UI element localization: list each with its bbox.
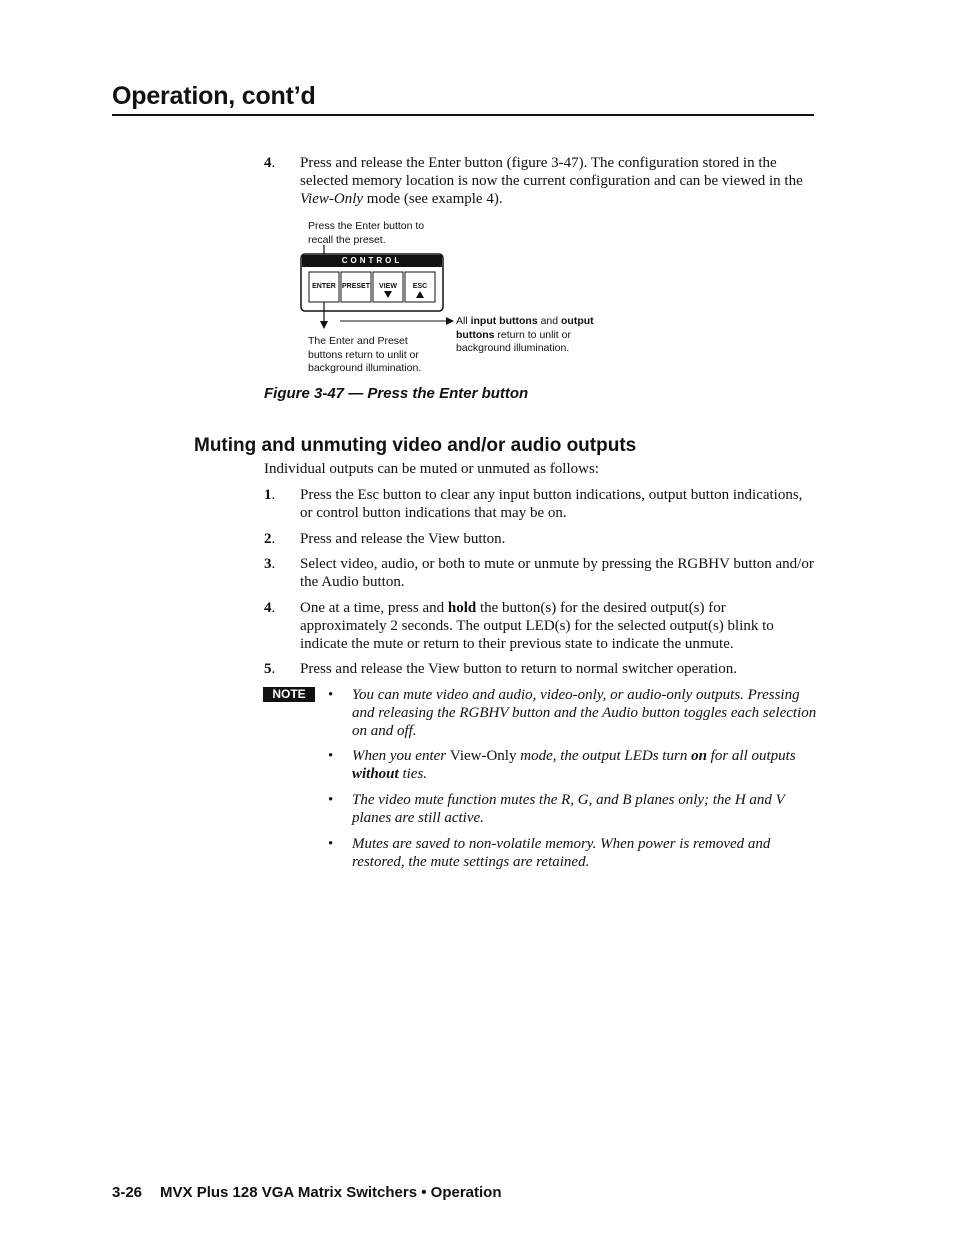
callout-bottom: The Enter and Preset buttons return to unlit or background illumination. xyxy=(308,335,422,374)
page-number: 3-26 xyxy=(112,1184,143,1201)
header-rule xyxy=(112,114,814,116)
note-bullet-4: • Mutes are saved to non-volatile memory. When power is removed and restored, the mute settings are retained. xyxy=(328,836,771,870)
note-bullet-3: • The video mute function mutes the R, G, and B planes only; the H and V planes are still active. xyxy=(328,792,785,826)
note-badge: NOTE xyxy=(263,687,315,702)
preset-button: PRESET xyxy=(341,283,370,290)
step-3: 3. Select video, audio, or both to mute or unmute by pressing the RGBHV button and/or the Audio button. xyxy=(264,556,814,590)
enter-button: ENTER xyxy=(312,283,336,290)
figure-caption: Figure 3-47 — Press the Enter button xyxy=(264,385,529,402)
step-4-recall xyxy=(264,154,816,208)
section-intro: Individual outputs can be muted or unmuted as follows: xyxy=(264,461,599,477)
step-5: 5. Press and release the View button to return to normal switcher operation. xyxy=(264,661,738,677)
section-title: Muting and unmuting video and/or audio outputs xyxy=(194,435,637,456)
page-footer xyxy=(112,1184,502,1201)
page-header-title: Operation, cont’d xyxy=(112,82,316,110)
esc-button: ESC xyxy=(412,283,428,290)
callout-right: All input buttons and output buttons return to unlit or background illumination. xyxy=(456,315,594,354)
step-text: Press and release the Enter button (figure 3-47). The configuration stored in the selected memory location is now the current configuration and can be viewed in the View-Only mode (see example 4). xyxy=(300,155,803,207)
step-2: 2. Press and release the View button. xyxy=(264,531,506,547)
step-number: 4. xyxy=(264,155,276,171)
step-1: 1. Press the Esc button to clear any input button indications, output button indications, or control button indications that may be on. xyxy=(264,487,803,521)
callout-top: Press the Enter button to recall the preset. xyxy=(308,220,425,246)
panel-label: CONTROL xyxy=(341,256,403,265)
footer-title: MVX Plus 128 VGA Matrix Switchers • Operation xyxy=(160,1184,502,1201)
step-4: 4. One at a time, press and hold the button(s) for the desired output(s) for approximately 2 seconds. The output LED(s) for the selected output(s) blink to indicate the mute or return to their previous state to indicate the unmute. xyxy=(264,600,774,652)
note-bullet-2: • When you enter View-Only mode, the output LEDs turn on for all outputs without ties. xyxy=(328,748,796,782)
note-bullet-1: • You can mute video and audio, video-only, or audio-only outputs. Pressing and releasing the RGBHV button and the Audio button toggles each selection on and off. xyxy=(328,687,817,739)
view-button: VIEW xyxy=(379,283,397,290)
